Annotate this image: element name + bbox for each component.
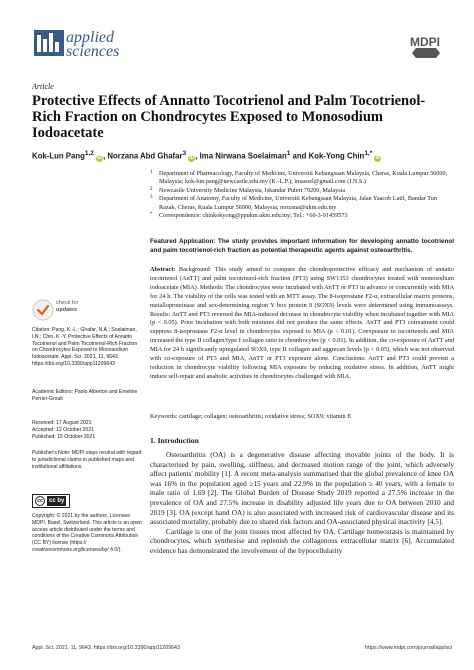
abstract-label: Abstract: [150, 266, 176, 273]
affiliation-text: Correspondence: chinkokyong@ppukm.ukm.edu.my; Tel.: +60-3-91459573 [159, 212, 348, 220]
affiliation-item [150, 170, 450, 187]
affiliation-item [150, 212, 450, 220]
date-accepted: Accepted: 12 October 2021 [32, 426, 95, 433]
academic-editors: Academic Editors: Paolo Alberton and Emeline Perrier-Groult [32, 389, 138, 402]
copyright-notice: Copyright: © 2021 by the authors. Licensee MDPI, Basel, Switzerland. This article is an open access article distributed under the terms and conditions of the Creative Commons Attribution (CC BY) license (https:// creativecommons.org/licenses/by/ 4.0/). [32, 513, 142, 553]
introduction-body [150, 450, 454, 556]
orcid-icon[interactable]: iD [97, 154, 103, 161]
journal-name [66, 31, 119, 59]
check-updates-line2: updates [56, 306, 78, 313]
cc-license-label: cc by [49, 498, 65, 504]
intro-paragraph: Osteoarthritis (OA) is a degenerative disease affecting movable joints of the body. It is characterised by pain, swelling, stiffness, and decreased motion range of the joint, which adversely affect patients' mobility [1]. A recent meta-analysis summarised that the global prevalence of knee OA was 16% in the population aged ≥15 years and 22.9% in the population ≥ 40 years, with a female to male ratio of 1.69 [2]. The Global Burden of Disease Study 2019 reported a 27.5% increase in the prevalence of OA and 27.5% increase in disability adjusted life years due to OA between 2010 and 2019 [3]. OA (except hand OA) is also associated with increased risk of cardiovascular disease and its associated mortality, probably due to shared risk factors and OA-associated physical inactivity [4,5]. [150, 450, 454, 527]
mdpi-logo-text: MDPI [410, 35, 440, 49]
affiliation-number: 3 [150, 195, 153, 201]
date-published: Published: 15 October 2021 [32, 433, 96, 440]
orcid-icon[interactable]: iD [375, 154, 381, 161]
journal-logo-icon [34, 30, 64, 56]
featured-application: Featured Application: The study provides important information for developing annatto tocotrienol and palm tocotrienol-rich fraction as potential therapeutic agents against osteoarthritis. [150, 238, 454, 254]
author-name: Ima Nirwana Soelaiman [199, 151, 287, 161]
article-type: Article [32, 82, 54, 91]
journal-name-line1: applied [66, 29, 114, 46]
footer-journal-link[interactable]: https://www.mdpi.com/journal/applsci [365, 645, 452, 651]
affiliation-text: Newcastle University Medicine Malaysia, Iskandar Puteri 79200, Malaysia [159, 186, 346, 194]
check-for-updates-icon[interactable] [32, 299, 54, 321]
footer-citation: Appl. Sci. 2021, 11, 9643. https://doi.org/10.3390/app11209643 [32, 645, 180, 651]
publisher-note: Publisher's Note: MDPI stays neutral with regard to jurisdictional claims in published maps and institutional affiliations. [32, 450, 142, 470]
abstract [150, 266, 454, 382]
author-affiliation-ref: 1 [286, 150, 291, 157]
journal-name-line2: sciences [66, 43, 120, 60]
article-title: Protective Effects of Annatto Tocotrienol and Palm Tocotrienol-Rich Fraction on Chondrocytes Exposed to Monosodium Iodoacetate [32, 93, 426, 141]
affiliation-number: 1 [150, 170, 153, 175]
affiliation-number: * [150, 212, 153, 218]
cc-license-badge[interactable] [32, 494, 70, 508]
author-name: Norzana Abd Ghafar [107, 151, 183, 161]
author-affiliation-ref: 1,* [364, 150, 373, 157]
affiliation-item [150, 187, 450, 195]
affiliation-number: 2 [150, 186, 153, 192]
abstract-text: Background: This study aimed to compare the chondroprotective efficacy and mechanism of annatto tocotrienol (AnTT) and palm tocotrienol-rich fraction (PT3) using SW1353 chondrocytes treated with monosodium iodoacetate (MIA). Methods: The chondrocytes were incubated with AnTT or PT3 in advance or concurrently with MIA for 24 h. The viability of the cells was tested with an MTT assay. The 8-isoprostane F2-α, extracellular matrix proteins, metalloproteinase and sex-determining region Y box protein 9 (SOX9) levels were determined using immunoassays. Results: AnTT and PT3 reversed the MIA-induced decrease in chondrocyte viability when incubated together with MIA (p < 0.05). Prior incubation with both mixtures did not produce the same effects. AnTT and PT3 cotreatment could suppress 8-isoprostane F2-α level in chondrocytes exposed to MIA (p < 0.01). Coexposure to tocotrienols and MIA increased the type II collagen/type I collagen ratio in chondrocytes (p < 0.01). In addition, the co-exposure of AnTT and MIA for 24 h significantly upregulated SOX9, type II collagen and aggrecan levels (p < 0.05), which was not observed with co-exposure of PT3 and MIA, AnTT or PT3 exposure alone. Conclusions: AnTT and PT3 could prevent a reduction in chondrocyte viability following MIA exposure by reducing oxidative stress. In addition, AnTT might induce self-repair and anabolic activities in chondrocytes challenged with MIA. [150, 266, 454, 380]
orcid-icon[interactable]: iD [189, 154, 195, 161]
publication-dates [32, 420, 142, 440]
date-received: Received: 17 August 2021 [32, 420, 92, 426]
author-list: Kok-Lun Pang$^{1,2}$ iD, Norzana Abd Ghafar$^3$ iD, Ima Nirwana Soelaiman$^1$ and Kok-Yong Chin$^{1,*}$ iD [32, 150, 381, 161]
author-affiliation-ref: 3 [182, 150, 187, 157]
section-heading: 1. Introduction [150, 436, 199, 445]
author-name: Kok-Yong Chin [308, 151, 365, 161]
affiliation-item [150, 195, 450, 212]
citation: Citation: Pang, K.-L.; Ghafar, N.A.; Soelaiman, I.N.; Chin, K.-Y. Protective Effects of Annatto Tocotrienol and Palm Tocotrienol-Rich Fraction on Chondrocytes Exposed to Monosodium Iodoacetate. Appl. Sci. 2021, 11, 9643. https://doi.org/10.3390/app11209643 [32, 327, 138, 367]
intro-paragraph: Cartilage is one of the joint tissues most affected by OA. Cartilage homeostasis is maintained by chondrocytes, which synthesise and replenish the collagenous extracellular matrix [6]. Accumulated evidence has demonstrated the involvement of the hypocellularity [150, 526, 454, 555]
affiliation-text: Department of Pharmacology, Faculty of Medicine, Universiti Kebangsaan Malaysia, Cheras, Kuala Lumpur 56000, Malaysia; kok-lun.pang@newcastle.edu.my (K.-L.P.); imasoel@gmail.com (I.N.S.) [159, 170, 448, 186]
check-updates-line1: check for [56, 300, 79, 306]
author-name: Kok-Lun Pang [32, 151, 85, 161]
cc-icon: cc [35, 496, 45, 506]
affiliation-text: Department of Anatomy, Faculty of Medicine, Universiti Kebangsaan Malaysia, Jalan Yaacob Latif, Bandar Tun Razak, Cheras, Kuala Lumpur 56000, Malaysia; norzana@ukm.edu.my [159, 195, 437, 211]
keywords: Keywords: cartilage; collagen; osteoarthritis; oxidative stress; SOX9; vitamin E [150, 413, 352, 420]
affiliations [150, 170, 450, 220]
mdpi-logo-icon [412, 48, 440, 58]
author-affiliation-ref: 1,2 [84, 150, 94, 157]
check-for-updates-label[interactable] [56, 300, 78, 313]
